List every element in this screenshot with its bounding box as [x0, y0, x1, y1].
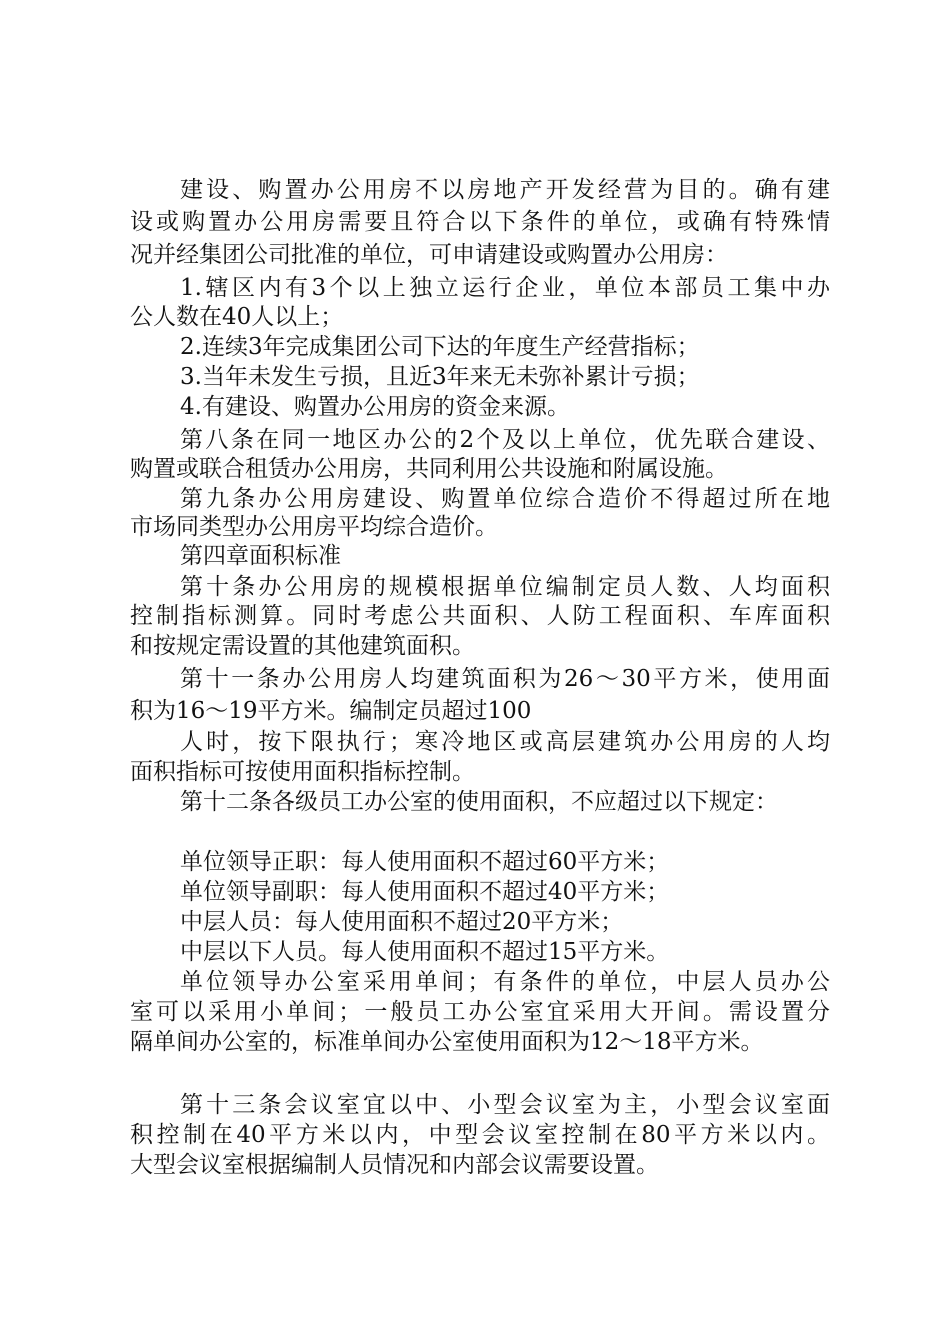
text-line: 第十条办公用房的规模根据单位编制定员人数、人均面积: [180, 574, 830, 600]
text-line: 第九条办公用房建设、购置单位综合造价不得超过所在地: [180, 486, 830, 512]
text-line: 3.当年未发生亏损，且近3年来无未弥补累计亏损；: [180, 364, 700, 390]
text-line: 积控制在40平方米以内，中型会议室控制在80平方米以内。: [130, 1122, 830, 1148]
text-line: 单位领导副职：每人使用面积不超过40平方米；: [180, 879, 670, 905]
text-line: 中层以下人员。每人使用面积不超过15平方米。: [180, 939, 670, 965]
text-line: 设或购置办公用房需要且符合以下条件的单位，或确有特殊情: [130, 209, 830, 235]
text-line: 市场同类型办公用房平均综合造价。: [130, 514, 498, 540]
text-line: 和按规定需设置的其他建筑面积。: [130, 633, 475, 659]
text-line: 隔单间办公室的，标准单间办公室使用面积为12～18平方米。: [130, 1029, 764, 1055]
text-line: 4.有建设、购置办公用房的资金来源。: [180, 394, 570, 420]
text-line: 中层人员：每人使用面积不超过20平方米；: [180, 909, 624, 935]
text-line: 2.连续3年完成集团公司下达的年度生产经营指标；: [180, 334, 700, 360]
text-line: 第十一条办公用房人均建筑面积为26～30平方米，使用面: [180, 666, 830, 692]
text-line: 公人数在40人以上；: [130, 304, 344, 330]
text-line: 第十三条会议室宜以中、小型会议室为主，小型会议室面: [180, 1092, 830, 1118]
text-line: 1.辖区内有3个以上独立运行企业，单位本部员工集中办: [180, 275, 830, 301]
text-line: 第十二条各级员工办公室的使用面积，不应超过以下规定：: [180, 789, 778, 815]
text-line: 购置或联合租赁办公用房，共同利用公共设施和附属设施。: [130, 456, 728, 482]
section-heading: 第四章面积标准: [180, 543, 341, 569]
text-line: 人时，按下限执行；寒冷地区或高层建筑办公用房的人均: [180, 729, 830, 755]
text-line: 控制指标测算。同时考虑公共面积、人防工程面积、车库面积: [130, 603, 830, 629]
text-line: 积为16～19平方米。编制定员超过100: [130, 698, 532, 724]
text-line: 第八条在同一地区办公的2个及以上单位，优先联合建设、: [180, 427, 830, 453]
text-line: 单位领导正职：每人使用面积不超过60平方米；: [180, 849, 670, 875]
text-line: 况并经集团公司批准的单位，可申请建设或购置办公用房：: [130, 242, 728, 268]
text-line: 单位领导办公室采用单间；有条件的单位，中层人员办公: [180, 969, 830, 995]
text-line: 室可以采用小单间；一般员工办公室宜采用大开间。需设置分: [130, 999, 830, 1025]
text-line: 建设、购置办公用房不以房地产开发经营为目的。确有建: [180, 177, 830, 203]
text-line: 大型会议室根据编制人员情况和内部会议需要设置。: [130, 1152, 659, 1178]
text-line: 面积指标可按使用面积指标控制。: [130, 759, 475, 785]
